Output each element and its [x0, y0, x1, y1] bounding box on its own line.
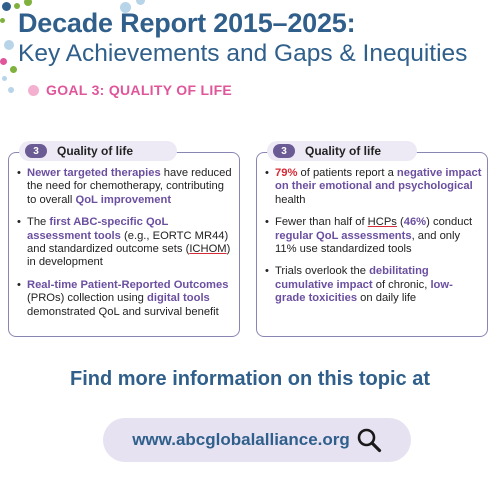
- goal-heading: GOAL 3: QUALITY OF LIFE: [46, 82, 233, 98]
- highlight-text: 79%: [275, 167, 298, 179]
- decor-dot: [0, 58, 7, 65]
- decor-dot: [2, 76, 7, 81]
- body-text: , and only 11% use standardized tools: [275, 229, 461, 256]
- page-title: Decade Report 2015–2025:: [18, 8, 356, 38]
- decor-dot: [8, 87, 14, 93]
- list-item: [17, 216, 235, 270]
- body-text: (PROs) collection using: [27, 292, 147, 305]
- goal-number-badge: 3: [25, 144, 47, 158]
- website-link[interactable]: [103, 418, 411, 462]
- body-text: demonstrated QoL and survival benefit: [27, 305, 219, 318]
- body-text: Trials overlook the: [275, 265, 370, 278]
- gaps-card: [256, 144, 488, 337]
- highlight-text: negative impact on their emotional and psychological: [275, 167, 482, 193]
- decor-dot: [4, 40, 14, 50]
- list-item: [265, 167, 483, 207]
- body-text: have reduced the need for chemotherapy, contributing to overall: [27, 167, 232, 206]
- goal-number-badge: 3: [273, 144, 295, 158]
- highlight-text: first ABC-specific QoL assessment tools: [27, 216, 169, 242]
- decor-dot: [136, 0, 145, 5]
- decor-dot: [0, 18, 5, 23]
- body-text: ) in development: [27, 243, 231, 269]
- search-icon[interactable]: [356, 427, 382, 453]
- body-text: Fewer than half of: [275, 216, 368, 229]
- list-item: [265, 265, 483, 305]
- body-text: (e.g., EORTC MR44) and standardized outcome sets (: [27, 229, 229, 256]
- achievements-card: [8, 144, 240, 337]
- highlight-text: ICHOM: [189, 243, 227, 256]
- body-text: of patients report a: [297, 167, 397, 179]
- website-url[interactable]: www.abcglobalalliance.org: [132, 430, 350, 449]
- decor-dot: [24, 0, 32, 6]
- card-label: Quality of life: [57, 144, 134, 158]
- highlight-text: digital tools: [147, 292, 210, 305]
- gaps-list: [257, 153, 487, 306]
- decor-dot: [2, 2, 11, 11]
- decor-dot: [10, 66, 17, 73]
- body-text: on daily life: [357, 292, 417, 305]
- body-text: ) conduct: [426, 216, 473, 229]
- page-subtitle: Key Achievements and Gaps & Inequities: [18, 40, 468, 67]
- highlight-text: Newer targeted therapies: [27, 167, 161, 179]
- card-label: Quality of life: [305, 144, 382, 158]
- highlight-text: regular QoL assessments: [275, 229, 412, 242]
- highlight-text: debilitating cumulative impact: [275, 265, 429, 291]
- list-item: [17, 279, 235, 319]
- list-item: [17, 167, 235, 207]
- cta-text: Find more information on this topic at: [70, 368, 430, 390]
- highlight-text: Real-time Patient-Reported Outcomes: [27, 278, 229, 291]
- list-item: [265, 216, 483, 256]
- highlight-text: 46%: [403, 216, 427, 229]
- highlight-text: QoL improvement: [75, 193, 172, 206]
- body-text: (: [396, 216, 404, 229]
- decor-dot: [28, 85, 39, 96]
- card-tab: [19, 141, 177, 161]
- highlight-text: low-grade toxicities: [275, 278, 453, 305]
- card-tab: [267, 141, 417, 161]
- body-text: of chronic,: [372, 278, 431, 291]
- body-text: The: [27, 216, 50, 229]
- achievements-list: [9, 153, 239, 319]
- highlight-text: HCPs: [367, 216, 397, 229]
- body-text: health: [275, 193, 306, 206]
